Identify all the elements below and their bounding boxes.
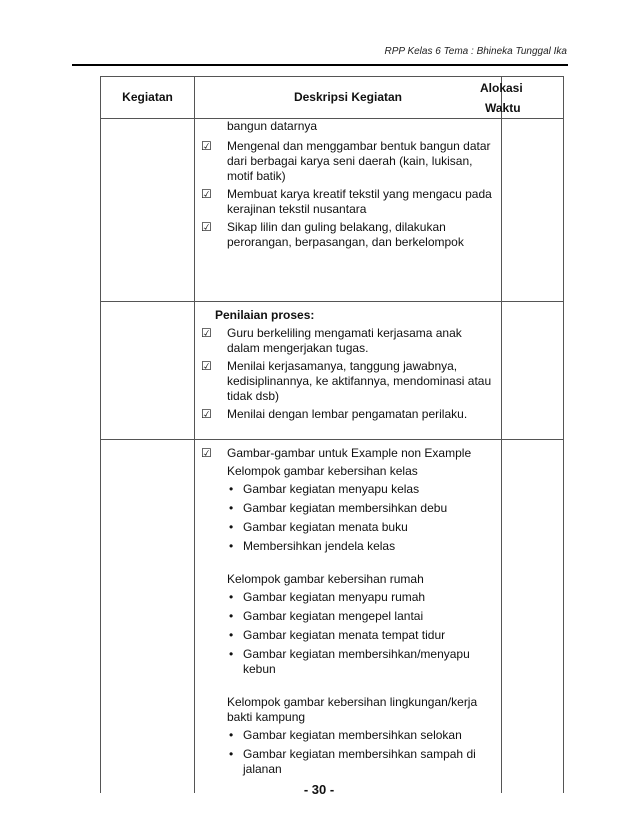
bullet-icon: • (229, 539, 234, 553)
checklist-text: Menilai dengan lembar pengamatan perilaku. (227, 407, 468, 421)
checkbox-icon: ☑ (201, 446, 212, 460)
checkbox-icon: ☑ (201, 220, 212, 234)
checklist-item (201, 446, 497, 461)
deskripsi-cell (195, 440, 502, 794)
list-item-text: Gambar kegiatan menata buku (243, 520, 408, 534)
bullet-icon: • (229, 728, 234, 742)
alokasi-cell (502, 302, 564, 440)
list-item-text: Gambar kegiatan mengepel lantai (243, 609, 424, 623)
header-kegiatan: Kegiatan (101, 77, 195, 119)
checklist-text: Mengenal dan menggambar bentuk bangun datar dari berbagai karya seni daerah (kain, lukisan, motif batik) (227, 139, 491, 183)
checklist-item (201, 220, 497, 250)
table-row (101, 119, 564, 302)
list-item-text: Gambar kegiatan menyapu rumah (243, 590, 426, 604)
header-deskripsi: Deskripsi Kegiatan (195, 77, 502, 119)
checkbox-icon: ☑ (201, 326, 212, 340)
checklist-text: Membuat karya kreatif tekstil yang mengacu pada kerajinan tekstil nusantara (227, 187, 492, 216)
checklist-text: Gambar-gambar untuk Example non Example (227, 446, 472, 460)
header-alokasi-line2: Waktu (485, 100, 521, 115)
table-row (101, 302, 564, 440)
list-item-text: Gambar kegiatan membersihkan debu (243, 501, 448, 515)
checklist-text: Sikap lilin dan guling belakang, dilakukan perorangan, berpasangan, dan berkelompok (227, 220, 464, 249)
running-header: RPP Kelas 6 Tema : Bhineka Tunggal Ika (384, 46, 567, 57)
bullet-icon: • (229, 590, 234, 604)
kegiatan-cell (101, 302, 195, 440)
checklist-item (201, 407, 497, 422)
continuation-text: bangun datarnya (227, 119, 318, 133)
list-item (201, 520, 497, 535)
list-item (201, 539, 497, 554)
page-number: - 30 - (303, 782, 335, 797)
checklist-item (201, 187, 497, 217)
bullet-icon: • (229, 747, 234, 761)
table-row (101, 440, 564, 794)
list-item (201, 482, 497, 497)
bullet-icon: • (229, 501, 234, 515)
list-item-text: Gambar kegiatan menyapu kelas (243, 482, 420, 496)
list-item-text: Gambar kegiatan membersihkan sampah di jalanan (243, 747, 476, 776)
table-header-row (101, 77, 564, 119)
assessment-subheading: Penilaian proses: (215, 308, 315, 322)
checklist-item (201, 139, 497, 184)
checklist-text: Menilai kerjasamanya, tanggung jawabnya, kedisiplinannya, ke aktifannya, mendominasi atau tidak dsb) (227, 359, 492, 403)
checklist-text: Guru berkeliling mengamati kerjasama anak dalam mengerjakan tugas. (227, 326, 462, 355)
list-item (201, 747, 497, 777)
bullet-icon: • (229, 520, 234, 534)
list-item (201, 609, 497, 624)
deskripsi-cell (195, 302, 502, 440)
alokasi-cell (502, 119, 564, 302)
checkbox-icon: ☑ (201, 187, 212, 201)
checklist-item (201, 326, 497, 356)
group-title: Kelompok gambar kebersihan kelas (227, 464, 418, 478)
kegiatan-cell (101, 119, 195, 302)
group-title: Kelompok gambar kebersihan rumah (227, 572, 424, 586)
list-item-text: Membersihkan jendela kelas (243, 539, 396, 553)
checklist-item (201, 359, 497, 404)
bullet-icon: • (229, 609, 234, 623)
checkbox-icon: ☑ (201, 359, 212, 373)
checkbox-icon: ☑ (201, 139, 212, 153)
header-alokasi-line1: Alokasi (480, 80, 523, 95)
activity-table (100, 76, 564, 793)
list-item (201, 628, 497, 643)
header-rule (72, 64, 568, 66)
list-item (201, 728, 497, 743)
bullet-icon: • (229, 628, 234, 642)
checkbox-icon: ☑ (201, 407, 212, 421)
list-item (201, 501, 497, 516)
list-item (201, 647, 497, 677)
group-title: Kelompok gambar kebersihan lingkungan/kerja bakti kampung (227, 695, 478, 724)
list-item-text: Gambar kegiatan membersihkan selokan (243, 728, 462, 742)
header-alokasi (480, 77, 564, 119)
list-item-text: Gambar kegiatan menata tempat tidur (243, 628, 446, 642)
deskripsi-cell (195, 119, 502, 302)
alokasi-cell (502, 440, 564, 794)
list-item (201, 590, 497, 605)
bullet-icon: • (229, 482, 234, 496)
kegiatan-cell (101, 440, 195, 794)
list-item-text: Gambar kegiatan membersihkan/menyapu kebun (243, 647, 470, 676)
bullet-icon: • (229, 647, 234, 661)
